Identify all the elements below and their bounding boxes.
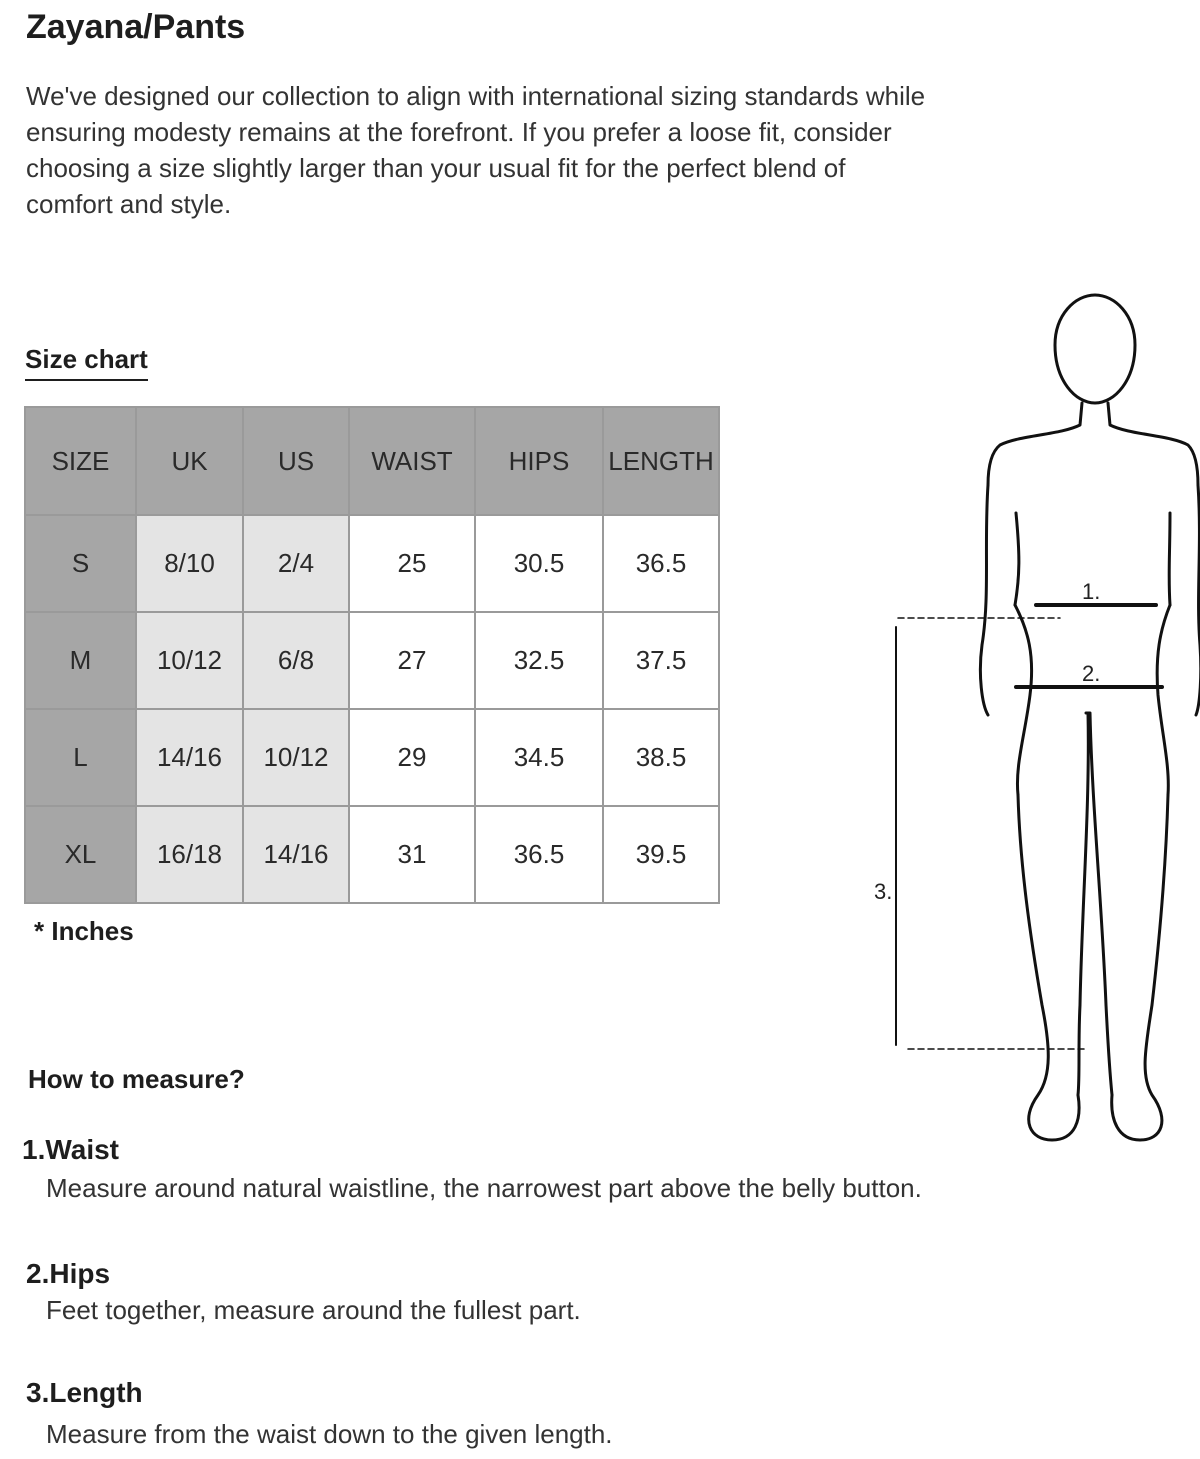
cell-size: L <box>25 709 136 806</box>
cell-size: S <box>25 515 136 612</box>
cell-us: 14/16 <box>243 806 349 903</box>
figure-right-arm <box>1169 485 1200 715</box>
figure-head <box>1055 295 1135 403</box>
step-length-description: Measure from the waist down to the given length. <box>46 1419 613 1449</box>
figure-right-shoulder <box>1108 403 1198 485</box>
cell-us: 6/8 <box>243 612 349 709</box>
cell-hips: 30.5 <box>475 515 603 612</box>
step-waist-description: Measure around natural waistline, the narrowest part above the belly button. <box>46 1173 922 1203</box>
cell-length: 39.5 <box>603 806 719 903</box>
cell-length: 37.5 <box>603 612 719 709</box>
cell-uk: 16/18 <box>136 806 243 903</box>
step-hips-title: 2.Hips <box>26 1258 111 1289</box>
figure-right-leg <box>1112 795 1168 1140</box>
figure-left-leg <box>1018 795 1079 1140</box>
unit-note: * Inches <box>34 916 134 946</box>
cell-hips: 34.5 <box>475 709 603 806</box>
column-header-uk: UK <box>136 407 243 515</box>
table-row <box>25 612 719 709</box>
table-row <box>25 515 719 612</box>
column-header-us: US <box>243 407 349 515</box>
figure-left-arm <box>980 485 1018 715</box>
table-header-row <box>25 407 719 515</box>
marker-3: 3. <box>874 879 893 904</box>
figure-left-torso <box>1015 605 1032 795</box>
how-to-measure-heading: How to measure? <box>28 1064 245 1094</box>
cell-waist: 27 <box>349 612 475 709</box>
figure-inner-leg <box>1078 713 1112 1095</box>
body-measurement-figure <box>870 285 1200 1145</box>
table-row <box>25 806 719 903</box>
table-row <box>25 709 719 806</box>
column-header-hips: HIPS <box>475 407 603 515</box>
cell-waist: 29 <box>349 709 475 806</box>
column-header-waist: WAIST <box>349 407 475 515</box>
size-chart-heading: Size chart <box>25 344 148 381</box>
figure-left-shoulder <box>988 403 1082 485</box>
cell-waist: 25 <box>349 515 475 612</box>
cell-uk: 14/16 <box>136 709 243 806</box>
cell-us: 2/4 <box>243 515 349 612</box>
step-length-title: 3.Length <box>26 1377 143 1408</box>
cell-us: 10/12 <box>243 709 349 806</box>
step-hips-description: Feet together, measure around the fullest part. <box>46 1295 581 1325</box>
cell-size: M <box>25 612 136 709</box>
cell-hips: 32.5 <box>475 612 603 709</box>
column-header-size: SIZE <box>25 407 136 515</box>
cell-uk: 10/12 <box>136 612 243 709</box>
cell-uk: 8/10 <box>136 515 243 612</box>
step-waist-title: 1.Waist <box>22 1134 119 1165</box>
cell-waist: 31 <box>349 806 475 903</box>
column-header-length: LENGTH <box>603 407 719 515</box>
cell-length: 38.5 <box>603 709 719 806</box>
marker-1: 1. <box>1082 579 1101 604</box>
cell-length: 36.5 <box>603 515 719 612</box>
cell-size: XL <box>25 806 136 903</box>
page-title: Zayana/Pants <box>26 8 246 46</box>
figure-right-torso <box>1157 605 1170 795</box>
size-table <box>24 406 720 904</box>
cell-hips: 36.5 <box>475 806 603 903</box>
intro-text: We've designed our collection to align with international sizing standards while ensuring modesty remains at the forefront. If you prefer a loose fit, consider choosing a size slightly larger than your usual fit for the perfect blend of comfort and style. <box>26 81 926 219</box>
marker-2: 2. <box>1082 661 1101 686</box>
